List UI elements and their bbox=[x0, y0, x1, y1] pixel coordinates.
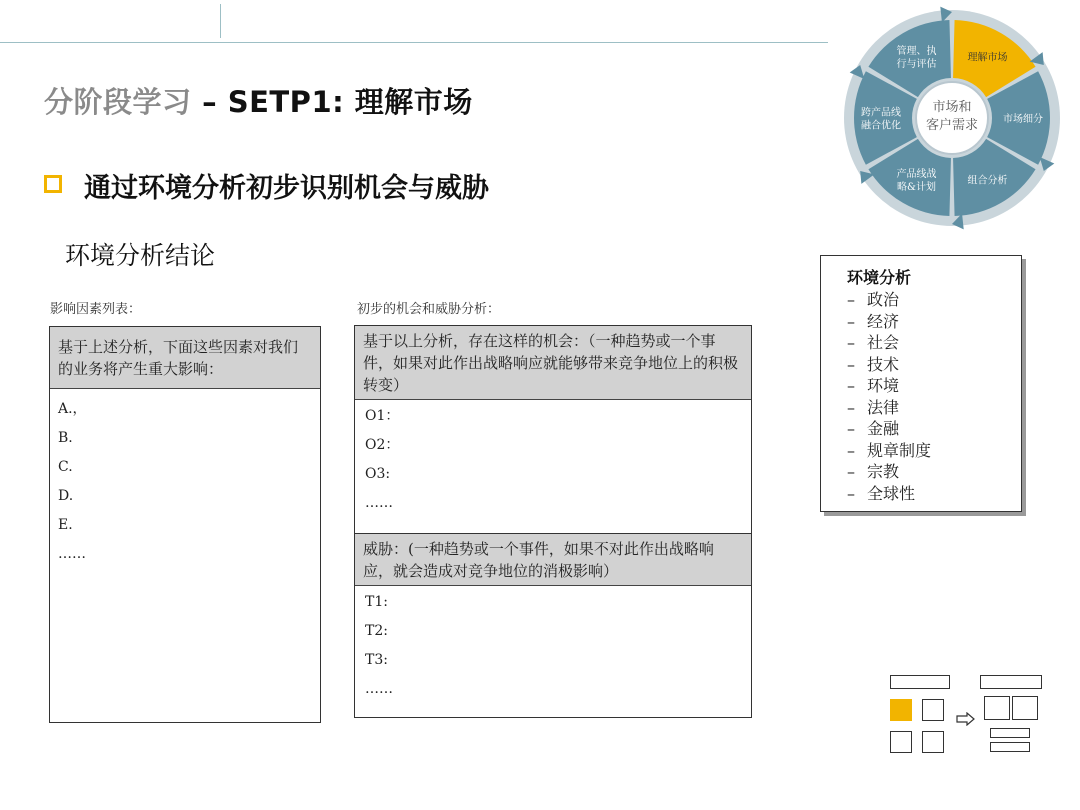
factor-list bbox=[50, 389, 320, 569]
process-cycle-wheel bbox=[832, 0, 1072, 240]
diagram-bar bbox=[990, 742, 1030, 752]
environment-factor-item: – 政治 bbox=[847, 289, 931, 311]
square-bullet-icon bbox=[44, 175, 62, 193]
diagram-cell bbox=[922, 699, 944, 721]
opportunity-panel-header: 基于以上分析，存在这样的机会：（一种趋势或一个事件，如果对此作出战略响应就能够带来竞争地位上的积极转变） bbox=[355, 326, 751, 400]
threat-list-item: …… bbox=[365, 681, 393, 697]
environment-factor-item: – 技术 bbox=[847, 354, 931, 376]
threat-panel bbox=[354, 533, 752, 718]
factor-list-label: 影响因素列表： bbox=[50, 302, 142, 317]
factor-list-item: …… bbox=[58, 546, 86, 562]
header-divider-mark bbox=[220, 4, 221, 38]
wheel-segment-label: 略&计划 bbox=[897, 181, 936, 193]
factor-list-item: B. bbox=[58, 430, 73, 446]
threat-panel-header: 威胁：(一种趋势或一个事件，如果不对此作出战略响应，就会造成对竞争地位的消极影响） bbox=[355, 534, 751, 586]
diagram-cell bbox=[984, 696, 1010, 720]
wheel-segment-label: 组合分析 bbox=[967, 175, 1008, 187]
wheel-segment-label: 行与评估 bbox=[896, 59, 937, 71]
subtitle-text: 通过环境分析初步识别机会与威胁 bbox=[84, 173, 489, 204]
title-stage: 分阶段学习 bbox=[44, 85, 192, 119]
threat-list-item: T2: bbox=[365, 623, 388, 639]
environment-factors-title: 环境分析 bbox=[847, 268, 912, 287]
wheel-segment-label: 跨产品线 bbox=[861, 107, 901, 119]
diagram-top-bar-right bbox=[980, 675, 1042, 689]
wheel-segment-label: 融合优化 bbox=[861, 120, 901, 132]
section-heading: 环境分析结论 bbox=[65, 241, 216, 270]
environment-factor-item: – 法律 bbox=[847, 397, 931, 419]
opportunity-panel bbox=[354, 325, 752, 533]
diagram-cell bbox=[922, 731, 944, 753]
diagram-bar bbox=[990, 728, 1030, 738]
wheel-segment-label: 市场细分 bbox=[1003, 114, 1043, 125]
opportunity-list-item: O2： bbox=[365, 437, 400, 453]
opportunity-list-item: …… bbox=[365, 495, 393, 511]
diagram-cell bbox=[890, 731, 912, 753]
page-title bbox=[44, 80, 473, 121]
environment-factor-item: – 环境 bbox=[847, 375, 931, 397]
wheel-segment-label: 管理、执 bbox=[896, 46, 937, 58]
opportunity-threat-label: 初步的机会和威胁分析： bbox=[357, 302, 501, 317]
factor-list-item: D. bbox=[58, 488, 74, 504]
factor-list-item: C. bbox=[58, 459, 73, 475]
environment-factor-item: – 规章制度 bbox=[847, 440, 931, 462]
environment-factor-item: – 金融 bbox=[847, 418, 931, 440]
environment-factor-item: – 经济 bbox=[847, 311, 931, 333]
structure-diagram bbox=[880, 670, 1050, 760]
title-step: – SETP1: 理解市场 bbox=[191, 85, 473, 119]
environment-factor-item: – 全球性 bbox=[847, 483, 931, 505]
threat-list-item: T1: bbox=[365, 594, 388, 610]
factor-panel bbox=[49, 326, 321, 723]
environment-factors-box bbox=[820, 255, 1022, 512]
arrow-right-icon bbox=[956, 712, 976, 726]
environment-factor-item: – 社会 bbox=[847, 332, 931, 354]
header-rule bbox=[0, 42, 828, 43]
opportunity-list-item: O1： bbox=[365, 408, 400, 424]
wheel-center-line2: 客户需求 bbox=[925, 118, 979, 133]
subtitle bbox=[44, 166, 489, 205]
factor-panel-header: 基于上述分析，下面这些因素对我们的业务将产生重大影响： bbox=[50, 327, 320, 389]
diagram-cell bbox=[1012, 696, 1038, 720]
wheel-segment-label: 理解市场 bbox=[967, 52, 1008, 64]
factor-list-item: A.， bbox=[58, 401, 87, 417]
environment-factors-list bbox=[847, 289, 931, 504]
opportunity-list bbox=[355, 400, 751, 518]
threat-list-item: T3: bbox=[365, 652, 388, 668]
environment-factor-item: – 宗教 bbox=[847, 461, 931, 483]
wheel-segment-label: 产品线战 bbox=[896, 168, 937, 180]
diagram-active-cell bbox=[890, 699, 912, 721]
factor-list-item: E. bbox=[58, 517, 73, 533]
threat-list bbox=[355, 586, 751, 704]
diagram-top-bar-left bbox=[890, 675, 950, 689]
opportunity-list-item: O3: bbox=[365, 466, 391, 482]
wheel-center-line1: 市场和 bbox=[932, 100, 972, 115]
